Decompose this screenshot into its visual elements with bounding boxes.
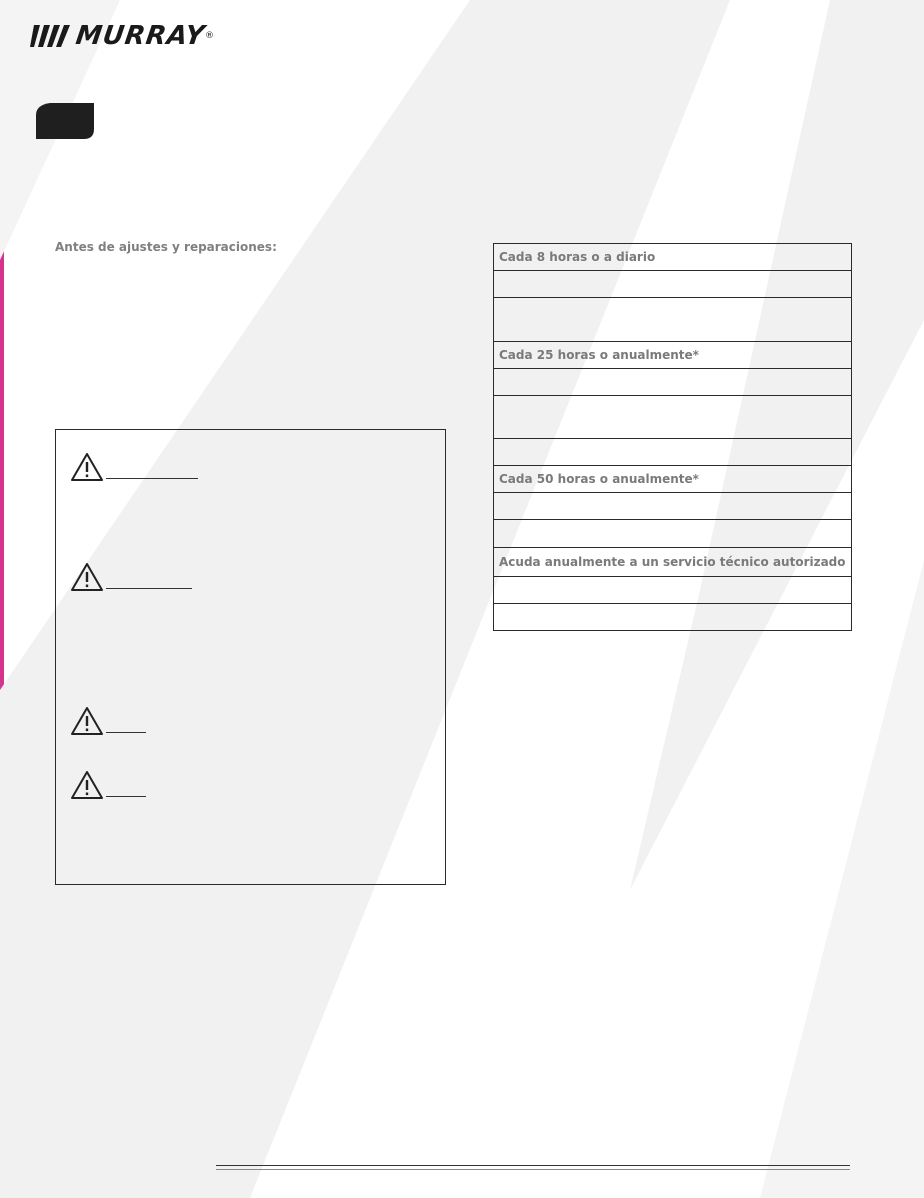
schedule-header-annual-service: Acuda anualmente a un servicio técnico autorizado [494, 548, 852, 577]
schedule-cell [494, 577, 852, 604]
schedule-row [494, 548, 852, 577]
section-badge [36, 103, 94, 139]
registered-mark: ® [205, 31, 214, 41]
schedule-cell [494, 604, 852, 631]
warning-label-underline [106, 588, 192, 589]
schedule-row [494, 493, 852, 520]
warning-label-underline [106, 796, 146, 797]
warning-label-underline [106, 732, 146, 733]
schedule-row [494, 520, 852, 548]
adjustments-heading: Antes de ajustes y reparaciones: [55, 240, 277, 254]
schedule-cell [494, 396, 852, 439]
schedule-header-25h: Cada 25 horas o anualmente* [494, 342, 852, 369]
warning-item-3 [70, 706, 146, 736]
warning-item-2 [70, 562, 192, 592]
footer-rule [216, 1165, 850, 1166]
schedule-cell [494, 439, 852, 466]
schedule-cell [494, 298, 852, 342]
warning-triangle-icon [70, 706, 104, 736]
warning-item-4 [70, 770, 146, 800]
footer-rule-thin [216, 1169, 850, 1170]
warning-item-1 [70, 452, 198, 482]
safety-warnings-box [55, 429, 446, 885]
warning-triangle-icon [70, 770, 104, 800]
logo-stripes-icon [30, 21, 74, 51]
schedule-header-8h: Cada 8 horas o a diario [494, 244, 852, 271]
schedule-cell [494, 520, 852, 548]
schedule-cell [494, 271, 852, 298]
maintenance-schedule-table [493, 243, 852, 631]
schedule-row [494, 244, 852, 271]
brand-name: MURRAY [73, 21, 208, 51]
schedule-row [494, 342, 852, 369]
schedule-row [494, 271, 852, 298]
schedule-row [494, 369, 852, 396]
schedule-row [494, 298, 852, 342]
warning-triangle-icon [70, 562, 104, 592]
schedule-header-50h: Cada 50 horas o anualmente* [494, 466, 852, 493]
warning-label-underline [106, 478, 198, 479]
warning-triangle-icon [70, 452, 104, 482]
schedule-row [494, 396, 852, 439]
schedule-row [494, 604, 852, 631]
schedule-row [494, 439, 852, 466]
schedule-row [494, 577, 852, 604]
schedule-cell [494, 493, 852, 520]
schedule-cell [494, 369, 852, 396]
brand-logo [30, 18, 214, 54]
schedule-row [494, 466, 852, 493]
